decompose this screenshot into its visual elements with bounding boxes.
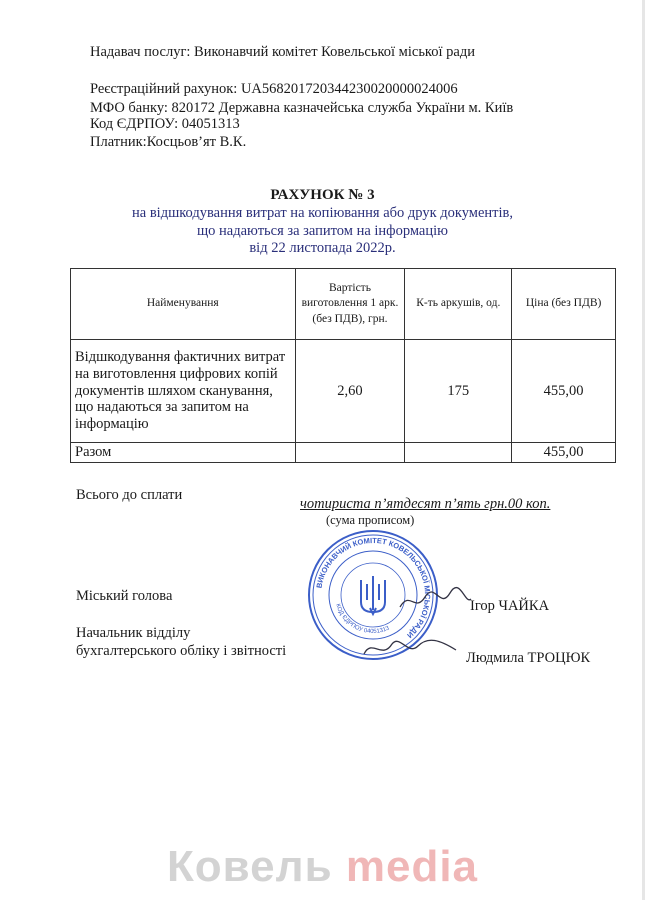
- amount-in-words: чотириста п’ятдесят п’ять грн.00 коп.: [300, 496, 551, 512]
- table-header-row: [71, 269, 616, 340]
- watermark: [0, 842, 645, 892]
- row-description: Відшкодування фактичних витрат на виготовлення цифрових копій документів шляхом сканування, що надаються за запитом на інформацію: [71, 340, 296, 443]
- trident-emblem-icon: [361, 576, 385, 614]
- amount-caption: (сума прописом): [326, 513, 415, 527]
- total-empty-cell: [295, 443, 405, 463]
- invoice-date: від 22 листопада 2022р.: [249, 240, 396, 256]
- table-row: [71, 340, 616, 443]
- table-total-row: [71, 443, 616, 463]
- watermark-part2: media: [345, 842, 479, 891]
- payer: Платник:Косцьов’ят В.К.: [90, 134, 247, 150]
- header-unit-cost: Вартість виготовлення 1 арк. (без ПДВ), грн.: [295, 269, 405, 340]
- registration-account: Реєстраційний рахунок: UA568201720344230020000024006: [90, 81, 458, 97]
- invoice-purpose-line2: що надаються за запитом на інформацію: [197, 223, 448, 239]
- row-quantity: 175: [405, 340, 512, 443]
- head-signature-icon: [395, 585, 475, 615]
- total-price: 455,00: [512, 443, 616, 463]
- head-title: Міський голова: [76, 588, 173, 604]
- invoice-title: РАХУНОК № 3: [270, 187, 375, 203]
- stamp-inner-text: КОД ЄДРПОУ 04051313: [334, 603, 391, 636]
- header-price: Ціна (без ПДВ): [512, 269, 616, 340]
- head-name: Ігор ЧАЙКА: [470, 598, 550, 614]
- stamp-outer-text: ВИКОНАВЧИЙ КОМІТЕТ КОВЕЛЬСЬКОЇ МІСЬКОЇ РАДИ: [314, 535, 433, 640]
- total-payment-label: Всього до сплати: [76, 487, 183, 503]
- accounting-title-line2: бухгалтерського обліку і звітності: [76, 643, 287, 659]
- watermark-part1: Ковель: [166, 842, 333, 891]
- row-price: 455,00: [512, 340, 616, 443]
- accountant-signature-icon: [360, 630, 460, 662]
- edrpou-code: Код ЄДРПОУ: 04051313: [90, 116, 240, 132]
- invoice-purpose-line1: на відшкодування витрат на копіювання або друк документів,: [132, 205, 513, 221]
- header-name: Найменування: [71, 269, 296, 340]
- accountant-name: Людмила ТРОЦЮК: [466, 650, 591, 666]
- invoice-table: [70, 268, 616, 463]
- total-label: Разом: [71, 443, 296, 463]
- service-provider: Надавач послуг: Виконавчий комітет Ковельської міської ради: [90, 44, 475, 60]
- header-quantity: К-ть аркушів, од.: [405, 269, 512, 340]
- accounting-title-line1: Начальник відділу: [76, 625, 191, 641]
- total-empty-cell: [405, 443, 512, 463]
- row-unit-cost: 2,60: [295, 340, 405, 443]
- bank-mfo: МФО банку: 820172 Державна казначейська служба України м. Київ: [90, 100, 514, 116]
